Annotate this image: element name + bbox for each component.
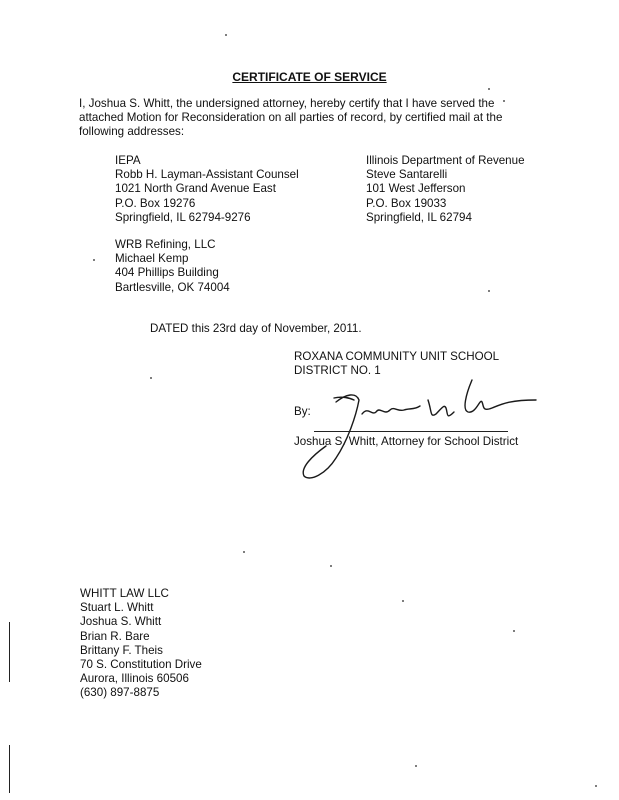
scan-speck xyxy=(513,630,515,632)
address-line: Illinois Department of Revenue xyxy=(366,154,525,167)
scan-speck xyxy=(503,100,505,102)
firm-line: Joshua S. Whitt xyxy=(80,615,162,629)
firm-block xyxy=(80,587,202,701)
scan-speck xyxy=(243,551,245,553)
address-line: P.O. Box 19033 xyxy=(366,196,447,210)
scan-speck xyxy=(225,34,227,36)
firm-line: Stuart L. Whitt xyxy=(80,601,154,615)
address-line: Springfield, IL 62794 xyxy=(366,210,472,224)
address-block-revenue xyxy=(366,154,525,225)
scan-edge-mark xyxy=(9,745,10,793)
signer-caption: Joshua S. Whitt, Attorney for School District xyxy=(294,435,519,448)
scan-speck xyxy=(402,600,404,602)
address-line: P.O. Box 19276 xyxy=(115,196,196,210)
firm-line: Aurora, Illinois 60506 xyxy=(80,672,189,686)
document-title: CERTIFICATE OF SERVICE xyxy=(232,70,387,84)
client-name-line2: DISTRICT NO. 1 xyxy=(294,364,381,377)
address-block-iepa xyxy=(115,154,299,225)
by-label: By: xyxy=(294,405,311,418)
address-line: Steve Santarelli xyxy=(366,168,448,182)
scan-speck xyxy=(595,785,597,787)
firm-line: WHITT LAW LLC xyxy=(80,587,169,600)
address-line: Springfield, IL 62794-9276 xyxy=(115,210,251,224)
scan-speck xyxy=(93,259,95,261)
scan-speck xyxy=(488,88,490,90)
address-line: 101 West Jefferson xyxy=(366,182,466,196)
firm-line: Brittany F. Theis xyxy=(80,643,163,657)
dated-line: DATED this 23rd day of November, 2011. xyxy=(150,322,362,335)
client-name-line1: ROXANA COMMUNITY UNIT SCHOOL xyxy=(294,350,500,363)
scan-speck xyxy=(488,290,490,292)
address-line: 404 Phillips Building xyxy=(115,266,219,280)
scan-edge-mark xyxy=(9,622,10,682)
address-line: WRB Refining, LLC xyxy=(115,238,216,251)
address-line: IEPA xyxy=(115,154,141,167)
address-line: Bartlesville, OK 74004 xyxy=(115,280,230,294)
address-line: Robb H. Layman-Assistant Counsel xyxy=(115,168,299,182)
address-block-wrb xyxy=(115,238,230,295)
certification-paragraph: I, Joshua S. Whitt, the undersigned attorney, hereby certify that I have served the attached Motion for Reconsideration on all parties of record, by certified mail at the following addresses: xyxy=(79,97,503,139)
address-line: Michael Kemp xyxy=(115,252,189,266)
address-line: 1021 North Grand Avenue East xyxy=(115,182,276,196)
firm-line: Brian R. Bare xyxy=(80,629,150,643)
firm-line: 70 S. Constitution Drive xyxy=(80,658,202,672)
handwritten-signature xyxy=(296,376,536,486)
scan-speck xyxy=(415,765,417,767)
scan-speck xyxy=(330,565,332,567)
firm-line: (630) 897-8875 xyxy=(80,686,160,700)
scan-speck xyxy=(150,377,152,379)
